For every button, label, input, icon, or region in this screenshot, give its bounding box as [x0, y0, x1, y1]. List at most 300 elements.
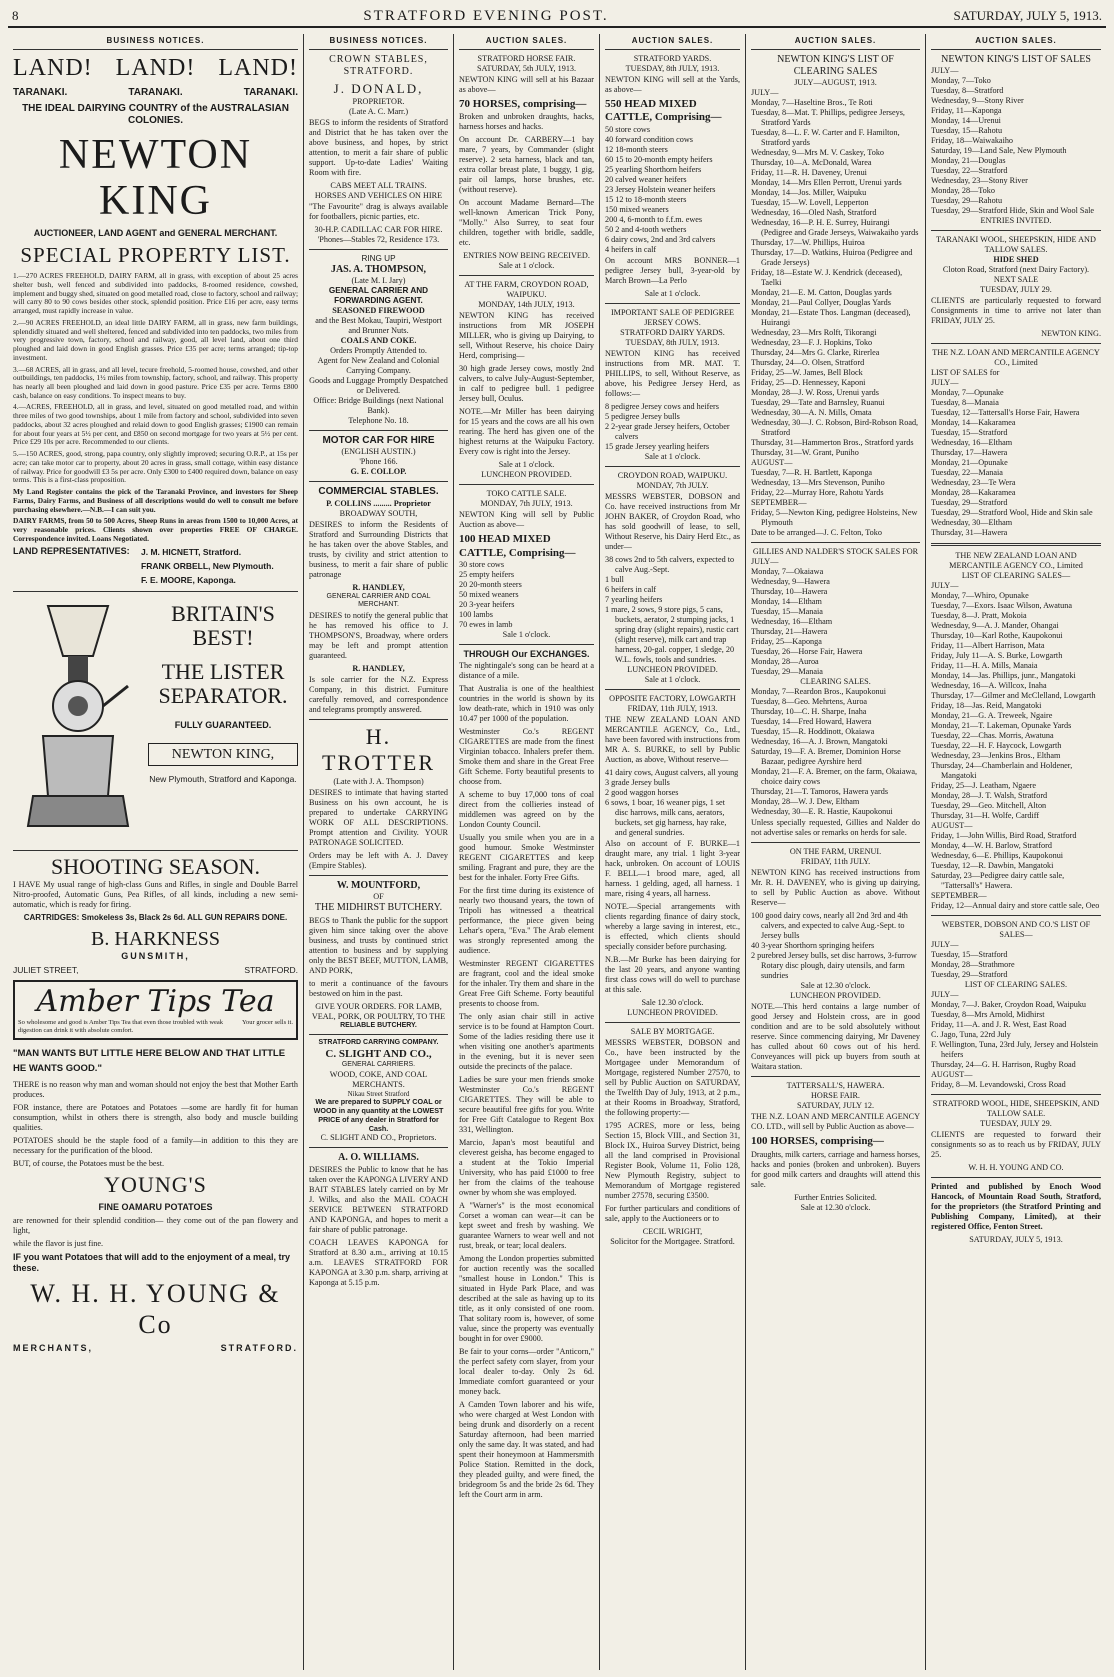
sale-date: FRIDAY, 11th JULY. — [800, 857, 871, 867]
list-item: Saturday, 19—F. A. Bremer, Dominion Horse Bazaar, pedigree Ayrshire herd — [751, 747, 901, 767]
daveney-list — [751, 911, 920, 981]
list-item: Tuesday, 29—Stratford — [931, 969, 1008, 979]
list-item: Wednesday, 16—A. Willcox, Inaha — [931, 680, 1047, 690]
thompson-late: (Late M. I. Jary) — [351, 276, 406, 286]
exchange-paragraph: Ladies be sure your men friends smoke Westminster Co.'s REGENT CIGARETTES. They will be able to secure beautiful free gifts for you. Write for Free Gift Catalogue to Regent Box 331, Wellington. — [459, 1074, 594, 1134]
exchange-paragraph: Westminster REGENT CIGARETTES are fragrant, cool and the ideal smoke for the inhaler. Try them and share in the Great Free Gift Scheme. Forty beautiful presents to choose from. — [459, 958, 594, 1008]
coals-coke: COALS AND COKE. — [340, 336, 417, 346]
list-item: 2 good waggon horses — [605, 787, 679, 797]
stratford-label: STRATFORD. — [220, 1343, 298, 1354]
trotter-late: (Late with J. A. Thompson) — [333, 777, 424, 787]
exchange-paragraph: Marcio, Japan's most beautiful and cleverest geisha, has become engaged to a student at the Tokio Imperial University, who has paid £1000 to free her from the claims of the teahouse owner by whom she was employed. — [459, 1137, 594, 1197]
list-item: Tuesday, 7—Exors. Isaac Wilson, Awatuna — [931, 600, 1072, 610]
important-sale: IMPORTANT SALE OF PEDIGREE JERSEY COWS. — [610, 307, 735, 327]
clients-note: CLIENTS are particularly requested to forward Consignments in time to arrive not later than FRIDAY, JULY 25. — [931, 295, 1101, 325]
horse-fair-heading: STRATFORD HORSE FAIR. — [477, 53, 576, 63]
agent-line: Agent for New Zealand and Colonial Carrying Company. — [317, 356, 440, 376]
list-item: Thursday, 21—Hawera — [751, 627, 828, 637]
list-item: Wednesday, 16—Eltham — [931, 437, 1013, 447]
property-item: 2.—90 ACRES FREEHOLD, an ideal little DAIRY FARM, all in grass, new farm buildings, splendidly situated and well sheltered, fenced and subdivided into ten paddocks, two miles from very progressive town, factory, school and railway, good, all level land, about one third ploughed and laid down in good English grasses. Price £35 per acre; terms arranged; tip-top investment. — [13, 317, 298, 362]
list-item: 2 2-year grade Jersey heifers, October calvers — [605, 421, 730, 441]
month-label: AUGUST— — [751, 458, 793, 468]
trotter-orders: Orders may be left with A. J. Davey (Empire Stables). — [309, 851, 448, 871]
shooting-season-title: SHOOTING SEASON. — [50, 854, 260, 880]
list-item: Friday, 11—H. A. Mills, Manaia — [931, 660, 1038, 670]
newton-king-locations: New Plymouth, Stratford and Kaponga. — [149, 774, 297, 785]
list-item: Tuesday, 7—R. H. Bartlett, Kaponga — [751, 468, 873, 478]
reliable-butchery: RELIABLE BUTCHERY. — [340, 1021, 417, 1029]
list-item: Tuesday, 8—L. F. W. Carter and F. Hamilton, Stratford yards — [751, 128, 900, 148]
newton-king-subtitle: AUCTIONEER, LAND AGENT and GENERAL MERCHANT. — [33, 227, 278, 238]
ideal-dairying-heading: THE IDEAL DAIRYING COUNTRY of the AUSTRALASIAN COLONIES. — [22, 103, 289, 127]
land-word: LAND! — [115, 54, 196, 81]
list-item: F. Wellington, Tuna, 23rd July, Jersey and Holstein heifers — [931, 1039, 1098, 1059]
list-item: 23 Jersey Holstein weaner heifers — [605, 184, 716, 194]
wd-clearing-list — [931, 1000, 1101, 1070]
list-item: 150 mixed weaners — [605, 204, 669, 214]
list-item: 50 mixed weaners — [459, 589, 519, 599]
september-list — [751, 508, 920, 538]
newspaper-title: STRATFORD EVENING POST. — [363, 7, 609, 24]
cloton-road: Cloton Road, Stratford (next Dairy Factory). — [942, 264, 1090, 274]
list-item: Thursday, 24—Chamberlain and Holdener, Mangatoki — [931, 760, 1073, 780]
next-sale: NEXT SALE — [993, 274, 1039, 284]
list-item: Tuesday, 22—Stratford — [931, 165, 1008, 175]
nzl-september-list — [931, 901, 1101, 911]
list-item: Tuesday, 15—R. Hoddinott, Okaiawa — [751, 727, 875, 737]
column-auction-sales-4 — [926, 34, 1106, 1670]
list-item: Wednesday, 16—Eltham — [751, 617, 833, 627]
list-item: 60 15 to 20-month empty heifers — [605, 154, 713, 164]
list-item: Wednesday, 30—J. C. Robson, Bird-Robson Road, Stratford — [751, 418, 919, 438]
list-item: Wednesday, 23—Mrs Rolft, Tikorangi — [751, 328, 877, 338]
best-mokau: and the Best Mokau, Taupiri, Westport and Brunner Nuts. — [315, 316, 442, 336]
list-item: Friday, 5—Newton King, pedigree Holsteins, New Plymouth — [751, 508, 918, 528]
proprietor-label: PROPRIETOR. — [352, 96, 405, 106]
mortgage-text: 1795 ACRES, more or less, being Section 15, Block VIII., and Section 31, Block IX., Huiroa Survey District, being all the land comprised in Provisional Register Book, Volume 11, Folio 128, New Plymouth Registry, subject to Memorandum of Mortgage registered number 27578, securing £3500. — [605, 1120, 740, 1200]
luncheon-provided: LUNCHEON PROVIDED. — [790, 991, 881, 1001]
list-item: Wednesday, 6—E. Phillips, Kaupokonui — [931, 850, 1064, 860]
list-item: 20 calved weaner heifers — [605, 174, 687, 184]
clearing-sales-heading: NEWTON KING'S LIST OF CLEARING SALES — [777, 53, 894, 77]
list-item: Friday, 22—Murray Hore, Rahotu Yards — [751, 488, 884, 498]
gunsmith-label: GUNSMITH, — [121, 951, 190, 962]
list-item: Tuesday, 12—R. Dawbin, Mangatoki — [931, 860, 1054, 870]
orders-line: Orders Promptly Attended to. — [330, 346, 427, 356]
exchange-paragraph: Among the London properties submitted for auction recently was the socalled "smallest house in London." This is situated in Hyde Park Place, and was described at the sale as having up to its title, as it only consisted of one room. That solitary room is, however, of some value, since the property was eventually bought in for over £9000. — [459, 1253, 594, 1343]
ring-up: RING UP — [361, 253, 396, 263]
list-item: 25 empty heifers — [459, 569, 515, 579]
gillies-nalder-heading: GILLIES AND NALDER'S STOCK SALES FOR — [752, 547, 919, 557]
miller-instructions: NEWTON KING has received instructions from MR JOSEPH MILLER, who is giving up Dairying, to sell, Without Reserve, his choice Dairy Herd, comprising— — [459, 311, 594, 361]
toko-cattle-sale: TOKO CATTLE SALE. — [486, 489, 567, 499]
list-item: Monday, 28—Strathmore — [931, 959, 1015, 969]
mountford-text: BEGS to Thank the public for the support given him since taking over the above business, and trusts by continued strict attention to business and by supplying only the BEST BEEF, MUTTON, LAMB, AND PORK, — [309, 915, 448, 975]
slight-name: C. SLIGHT AND CO., — [325, 1047, 432, 1060]
list-item: Friday, 11—Albert Harrison, Mata — [931, 640, 1045, 650]
list-item: Wednesday, 9—Hawera — [751, 577, 830, 587]
list-item: Thursday, 10—C. H. Sharpe, Inaha — [751, 707, 867, 717]
whh-young-signature: W. H. H. YOUNG AND CO. — [968, 1162, 1064, 1172]
issue-date: SATURDAY, JULY 5, 1913. — [953, 8, 1102, 23]
list-item: Tuesday, 8—Mat. T. Phillips, pedigree Jerseys, Stratford Yards — [751, 108, 905, 128]
list-item: Thursday, 24—G. H. Harrison, Rugby Road — [931, 1059, 1076, 1069]
taranaki-word: TARANAKI. — [128, 87, 183, 99]
list-item: Monday, 28—J. W. Ross, Urenui yards — [751, 388, 879, 398]
entries-invited: ENTRIES INVITED. — [980, 215, 1052, 225]
column-heading: AUCTION SALES. — [459, 34, 594, 50]
list-item: Tuesday, 22—Chas. Morris, Awatuna — [931, 730, 1054, 740]
list-item: Wednesday, 9—A. J. Mander, Ohangai — [931, 620, 1059, 630]
list-item: Wednesday, 23—Te Wera — [931, 477, 1016, 487]
handley-text: DESIRES to notify the general public that he has removed his office to J. THOMPSON'S, Broadway, where orders may be left and prompt attention guaranteed. — [309, 610, 448, 660]
representatives-label: LAND REPRESENTATIVES: — [13, 546, 130, 557]
miller-note: NOTE.—Mr Miller has been dairying for 15 years and the cows are all his own rearing. The herd has given one of the highest returns at the Waipuku Factory. Every cow is right into the Jersey. — [459, 407, 594, 457]
hundred-cattle: 100 HEAD MIXED CATTLE, Comprising— — [459, 533, 576, 559]
list-item: Thursday, 17—D. Watkins, Huiroa (Pedigree and Grade Jerseys) — [751, 248, 913, 268]
coach-times: COACH LEAVES KAPONGA for Stratford at 8.30 a.m., arriving at 10.15 a.m. LEAVES STRATFORD FOR KAPONGA at 3.30 p.m. sharp, arriving at Kaponga at 5.15 p.m. — [309, 1238, 448, 1288]
general-carriers: GENERAL CARRIERS. — [341, 1061, 416, 1069]
exchange-paragraph: That Australia is one of the healthiest countries in the world is shown by its low death-rate, which in 1910 was only 10.47 per 1000 of the population. — [459, 683, 594, 723]
printed-imprint: Printed and published by Enoch Wood Hancock, of Mountain Road South, Stratford, for the proprietors (the Stratford Printing and Publishing Company, Limited), at their registered Office, Fenton Street. — [931, 1181, 1101, 1231]
list-item: 41 dairy cows, August calvers, all young — [605, 767, 739, 777]
wright-name: CECIL WRIGHT, — [642, 1226, 703, 1236]
exchange-paragraph: Usually you smile when you are in a good humour. Smoke Westminster REGENT CIGARETTES and keep smiling. Fragrant and pure, they are the best for the inhaler. Forty Free Gifts. — [459, 832, 594, 882]
list-item: Wednesday, 23—Jenkins Bros., Eltham — [931, 750, 1061, 760]
list-item: Monday, 7—J. Baker, Croydon Road, Waipuku — [931, 999, 1087, 1009]
list-item: Monday, 7—Opunake — [931, 387, 1004, 397]
list-item: 2 purebred Jersey bulls, set disc harrows, 3-furrow Rotary disc plough, dairy utensils, and farm sundries — [751, 951, 917, 981]
potato-paragraph: are renowned for their splendid condition— they come out of the pan flowery and light, — [13, 1215, 298, 1235]
list-item: C. Jago, Tuna, 22rd July — [931, 1029, 1011, 1039]
month-label: SEPTEMBER— — [931, 890, 987, 900]
list-item: 100 lambs — [459, 609, 493, 619]
month-label: JULY— — [751, 88, 779, 98]
nk-signature: NEWTON KING. — [1041, 328, 1101, 338]
hide-shed: HIDE SHED — [993, 254, 1039, 264]
taranaki-row — [13, 87, 298, 99]
nb-text: N.B.—Mr Burke has been dairying for the last 20 years, and anyone wanting first class cows will do well to purchase at this sale. — [605, 954, 740, 994]
further-entries: Further Entries Solicited. — [794, 1192, 877, 1202]
sale-time: Sale at 1 o'clock. — [498, 261, 555, 271]
nzl-sales-list — [931, 388, 1101, 538]
clients-note: CLIENTS are requested to forward their consignments so as to reach us by FRIDAY, JULY 25. — [931, 1129, 1101, 1159]
croydon-farm: AT THE FARM, CROYDON ROAD, WAIPUKU. — [464, 280, 589, 300]
list-item: Tuesday, 15—W. Lovell, Lepperton — [751, 198, 869, 208]
bernard-account: On account Madame Bernard—The well-known American Trick Pony, "Molly." Also Surrey, to seat four children, together with bridle, saddle, etc. — [459, 198, 594, 248]
list-item: Monday, 7—Haseltine Bros., Te Roti — [751, 98, 873, 108]
dairy-farms-note: DAIRY FARMS, from 50 to 500 Acres, Sheep Runs in areas from 1500 to 10,000 Acres, at very reasonable prices. Clients shown over properties FREE OF CHARGE. Correspondence invited. Loans Negotiated. — [13, 516, 298, 543]
list-item: Tuesday, 8—Mrs Arnold, Midhirst — [931, 1009, 1045, 1019]
list-item: Monday, 7—Toko — [931, 75, 991, 85]
list-item: Monday, 21—Paul Collyer, Douglas Yards — [751, 298, 891, 308]
mortgage-text: MESSRS WEBSTER, DOBSON and Co., have been instructed by the Mortgagee under Memorandum of Mortgage, registered Number 27570, to sell by Public Auction on SATURDAY, the Twelfth Day of July, 1913, at 2 p.m., at their Rooms in Broadway, Stratford, the following property:— — [605, 1037, 740, 1117]
property-list — [13, 272, 298, 543]
list-item: 15 grade Jersey yearling heifers — [605, 441, 710, 451]
masthead — [8, 6, 1106, 28]
collins-name: P. COLLINS ......... Proprietor — [326, 498, 431, 508]
midhirst-butchery: THE MIDHIRST BUTCHERY. — [314, 902, 443, 914]
newton-king-intro: NEWTON King will sell by Public Auction as above— — [459, 510, 594, 530]
month-label: SEPTEMBER— — [751, 498, 807, 508]
sale-time: Sale at 1 o'clock. — [644, 674, 701, 684]
merchants-label: MERCHANTS, — [13, 1343, 93, 1354]
sale-date: TUESDAY, 8th JULY, 1913. — [625, 337, 720, 347]
stratford-label: STRATFORD. — [244, 965, 298, 976]
sale-time: Sale at 1 o'clock. — [498, 460, 555, 470]
list-item: Friday, July 11—A. S. Burke, Lowgarth — [931, 650, 1063, 660]
baker-list — [605, 555, 740, 665]
carbery-account: On account Dr. CARBERY—1 bay mare, 7 years, by Commander (slight reserve). 2 seta harness, black and tan, extra collar breast plate, 1 buggy, 1 gig, pair oil lamps, horse brushes, etc. (without reserve). — [459, 135, 594, 195]
list-item: Monday, 7—Okaiawa — [751, 567, 824, 577]
give-orders: GIVE YOUR ORDERS. FOR LAMB, VEAL, PORK, OR POULTRY, TO THE — [311, 1001, 446, 1021]
list-item: 200 4, 6-month to f.f.m. ewes — [605, 214, 703, 224]
list-item: Tuesday, 8—Manaia — [931, 397, 999, 407]
list-item: 38 cows 2nd to 5th calvers, expected to calve Aug.-Sept. — [605, 554, 735, 574]
property-item: 5.—150 ACRES, good, strong, papa country, only slightly improved; securing O.R.P., at 15s per acre; can take motor car to property, about 20 acres in grass, small cottage, within easy distance of railway. Price for goodwill £3 5s per acre. Only £300 to £400 required down, balance on easy terms. This is a first-class proposition. — [13, 449, 298, 485]
list-item: 5 pedigree Jersey bulls — [605, 411, 680, 421]
favourite-text: "The Favourite" drag is always available for footballers, picnic parties, etc. — [309, 201, 448, 221]
gillies-clearing-list — [751, 687, 920, 817]
list-item: Thursday, 31—H. Wolfe, Cardiff — [931, 810, 1040, 820]
month-label: AUGUST— — [931, 1069, 973, 1079]
stratford-carrying: STRATFORD CARRYING COMPANY. — [318, 1039, 439, 1047]
tattersalls-hawera: TATTERSALL'S, HAWERA. — [786, 1081, 885, 1091]
list-item: Saturday, 19—Land Sale, New Plymouth — [931, 145, 1067, 155]
amber-tips-footer — [18, 1019, 293, 1035]
draughts-text: Draughts, milk carters, carriage and harness horses, hacks and ponies (broken and unbroken). Buyers for good milk carters and draughts will attend this sale. — [751, 1149, 920, 1189]
list-item: Friday, 25—Kaponga — [751, 637, 822, 647]
list-item: Monday, 14—Eltham — [751, 597, 822, 607]
representative: F. E. MOORE, Kaponga. — [141, 574, 236, 585]
list-item: Friday, 11—A. and J. R. West, East Road — [931, 1019, 1067, 1029]
list-item: Tuesday, 8—Geo. Mehrtens, Auroa — [751, 697, 868, 707]
luncheon-provided: LUNCHEON PROVIDED. — [627, 1007, 718, 1017]
list-item: Monday, 21—T. Lakeman, Opunake Yards — [931, 720, 1072, 730]
nk-sales-list — [931, 76, 1101, 216]
harkness-name: B. HARKNESS — [91, 927, 220, 950]
collop-name: G. E. COLLOP. — [350, 467, 407, 477]
list-item: Tuesday, 15—Stratford — [931, 949, 1008, 959]
exchange-paragraph: Be fair to your corns—order "Anticorn," the perfect safety corn slayer, from your local dealer to-day. Only 2s 6d. Immediate comfort guaranteed or your money back. — [459, 1346, 594, 1396]
sale-date: MONDAY, 7th JULY, 1913. — [480, 499, 573, 509]
list-item: Thursday, 17—Hawera — [931, 447, 1008, 457]
amber-tips-tea-logo: Amber Tips Tea — [36, 983, 275, 1019]
of-label: OF — [373, 892, 384, 902]
list-item: 40 3-year Shorthorn springing heifers — [751, 941, 875, 951]
seasoned-firewood: SEASONED FIREWOOD — [332, 306, 425, 316]
handley-name: R. HANDLEY, — [352, 663, 405, 673]
fully-guaranteed: FULLY GUARANTEED. — [174, 720, 272, 731]
trotter-text: DESIRES to intimate that having started Business on his own account, he is prepared to undertake CARRYING WORK OF ALL DESCRIPTIONS. Prompt attention and Civility. YOUR PATRONAGE SOLICITED. — [309, 788, 448, 848]
list-item: Monday, 14—Jas. Phillips, junr., Mangatoki — [931, 670, 1076, 680]
sale-time: Sale at 1 o'clock. — [644, 451, 701, 461]
list-item: 1 mare, 2 sows, 9 store pigs, 5 cans, buckets, aerator, 2 stumping jacks, 1 spring dray (slight repairs), rustic cart (slight reserve), milk cart and trap harness, 20-gal. copper, 1 sledge, 20 W.L. fowls, tools and sundries. — [605, 604, 739, 664]
sale-time: Sale 1 o'clock. — [502, 629, 551, 639]
nk-list-of-sales: NEWTON KING'S LIST OF SALES — [941, 53, 1091, 65]
daveney-instructions: NEWTON KING has received instructions from Mr. R. H. DAVENEY, who is giving up dairying, to sell by Public Auction as above. Without Reserve— — [751, 868, 920, 908]
list-item: Tuesday, 8—Stratford — [931, 85, 1004, 95]
exchange-paragraph: A "Warner's" is the most economical Corset a woman can wear—it can be kept sweet and fresh by washing. We guarantee Warners to wear well and not rust, break, or tear; local dealers. — [459, 1200, 594, 1250]
imprint-date: SATURDAY, JULY 5, 1913. — [969, 1234, 1063, 1244]
column-heading: BUSINESS NOTICES. — [309, 34, 448, 50]
donald-name: J. DONALD, — [333, 81, 424, 97]
column-auction-sales-2 — [600, 34, 746, 1670]
exchange-paragraph: Westminster Co.'s REGENT CIGARETTES are made from the finest Virginian tobacco. Inhalers prefer them. Smoke them and share in the Great Free Gift Scheme. Forty beautiful presents to choose from. — [459, 726, 594, 786]
list-item: Thursday, 17—W. Phillips, Huiroa — [751, 238, 865, 248]
sale-date: TUESDAY, JULY 29. — [980, 1118, 1052, 1128]
list-item: Monday, 21—E. M. Catton, Douglas yards — [751, 288, 892, 298]
list-item: Date to be arranged—J. C. Felton, Toko — [751, 528, 882, 538]
list-item: Wednesday, 23—F. J. Hopkins, Toko — [751, 338, 873, 348]
toko-list — [459, 560, 594, 630]
list-item: Friday, 25—D. Hennessey, Kaponi — [751, 378, 866, 388]
dairy-yards: STRATFORD DAIRY YARDS. — [620, 327, 725, 337]
list-item: Thursday, 31—Hammerton Bros., Stratford yards — [751, 438, 914, 448]
column-heading: AUCTION SALES. — [751, 34, 920, 50]
newton-king-intro: NEWTON KING will sell at the Yards, as above— — [605, 74, 740, 94]
column-heading: AUCTION SALES. — [605, 34, 740, 50]
man-wants-heading: "MAN WANTS BUT LITTLE HERE BELOW AND THAT LITTLE HE WANTS GOOD." — [13, 1047, 286, 1074]
list-item: Tuesday, 29—Stratford Hide, Skin and Wool Sale — [931, 205, 1095, 215]
list-item: Wednesday, 16—A. J. Brown, Mangatoki — [751, 737, 888, 747]
britains-best-line: BRITAIN'S — [171, 601, 275, 627]
list-item: Monday, 14—Jos. Miller, Waipuku — [751, 188, 867, 198]
column-heading: AUCTION SALES. — [931, 34, 1101, 50]
crown-stables: CROWN STABLES, STRATFORD. — [329, 53, 428, 77]
list-item: 100 good dairy cows, nearly all 2nd 3rd and 4th calvers, and expected to calve Aug.-Sept. to Jersey bulls — [751, 911, 908, 941]
list-item: Tuesday, 22—H. F. Haycock, Lowgarth — [931, 740, 1062, 750]
list-item: 50 2 and 4-tooth wethers — [605, 224, 687, 234]
crown-stables-text: BEGS to inform the residents of Stratford and District that he has taken over the above business, and hopes, by strict attention, to merit a fair share of public support. Up-to-date Ladies' Waiting Room with fire. — [309, 117, 448, 177]
month-label: JULY— — [931, 377, 959, 387]
list-item: Wednesday, 13—Mrs Stevenson, Puniho — [751, 478, 885, 488]
list-item: Friday, 18—Estate W. J. Kendrick (deceased), Taelki — [751, 268, 903, 288]
sale-date: MONDAY, 14th JULY, 1913. — [478, 300, 575, 310]
amber-tips-grocer: Your grocer sells it. — [242, 1018, 293, 1026]
list-item: Monday, 28—J. T. Walsh, Stratford — [931, 790, 1048, 800]
list-item: Tuesday, 12—Tattersall's Horse Fair, Hawera — [931, 407, 1080, 417]
gunsmith-address — [13, 965, 298, 975]
phillips-instructions: NEWTON KING has received instructions from MR. MAT. T. PHILLIPS, to sell, Without Reserve, as above, his Pedigree Jersey Herd, as follows:— — [605, 348, 740, 398]
list-item: Friday, 25—J. Leatham, Ngaere — [931, 780, 1036, 790]
sale-time: Sale at 12.30 o'clock. — [800, 1202, 871, 1212]
cadillac-line: 30-H.P. CADILLAC CAR FOR HIRE. 'Phones—Stables 72, Residence 173. — [314, 224, 443, 244]
july-august: JULY—AUGUST, 1913. — [794, 78, 877, 88]
list-item: Tuesday, 29—Stratford Wool, Hide and Skin sale — [931, 507, 1093, 517]
gillies-list — [751, 567, 920, 677]
list-item: 25 yearling Shorthorn heifers — [605, 164, 702, 174]
list-item: Tuesday, 29—Manaia — [751, 667, 823, 677]
whh-young-title: W. H. H. YOUNG & Co — [30, 1278, 281, 1340]
late-marr: (Late A. C. Marr.) — [348, 106, 409, 116]
list-item: 12 18-month steers — [605, 144, 668, 154]
handley-sole: Is sole carrier for the N.Z. Express Company, in this district. Furniture carefully removed, and correspondence and telegrams promptly answered. — [309, 674, 448, 714]
list-item: 6 sows, 1 boar, 16 weaner pigs, 1 set disc harrows, milk cans, aerators, buckets, set gig harness, hay rake, and general sundries. — [605, 797, 727, 837]
cattle-list — [605, 125, 740, 255]
britains-best-line: BEST! — [192, 625, 254, 651]
newton-king-title: NEWTON KING — [58, 131, 253, 224]
list-item: Monday, 4—W. H. Barlow, Stratford — [931, 840, 1052, 850]
baker-instructions: MESSRS WEBSTER, DOBSON and Co. have received instructions from Mr JOHN BAKER, of Croydon Road, who has sold goodwill of lease, to sell, Without Reserve, his Dairy Herd Etc., as under— — [605, 491, 740, 551]
slight-proprietors: C. SLIGHT AND CO., Proprietors. — [320, 1133, 437, 1143]
phone-line: 'Phone 166. — [359, 457, 398, 467]
list-item: Thursday, 10—Karl Rothe, Kaupokonui — [931, 630, 1063, 640]
merit-text: to merit a continuance of the favours bestowed on him in the past. — [309, 978, 448, 998]
list-item: Tuesday, 29—Tate and Barnsley, Ruanui — [751, 398, 885, 408]
list-item: 50 store cows — [605, 124, 651, 134]
list-item: Monday, 21—F. A. Bremer, on the farm, Okaiawa, choice dairy cows — [751, 767, 918, 787]
amber-tips-subtext: So wholesome and good is Amber Tips Tea that even those troubled with weak digestion can drink it with absolute comfort. — [18, 1018, 224, 1034]
month-label: JULY— — [931, 989, 959, 999]
english-austin: (ENGLISH AUSTIN.) — [341, 447, 416, 457]
list-item: Tuesday, 29—Geo. Mitchell, Alton — [931, 800, 1047, 810]
list-item: Friday, 12—Annual dairy and store cattle sale, Oeo — [931, 900, 1100, 910]
cabs-line: CABS MEET ALL TRAINS. — [330, 180, 427, 190]
list-item: Wednesday, 9—Stony River — [931, 95, 1024, 105]
trotter-name: H. TROTTER — [322, 723, 435, 776]
list-item: 15 12 to 18-month steers — [605, 194, 687, 204]
list-item: Thursday, 24—Mrs G. Clarke, Rirerlea — [751, 348, 880, 358]
taranaki-word: TARANAKI. — [243, 87, 298, 99]
list-item: Tuesday, 22—Manaia — [931, 467, 1003, 477]
also-account: Also on account of F. BURKE—1 draught mare, any trial. 1 light 3-year hack, unbroken. On account of LOUIS F. BELL—1 brood mare, aged, all harness. 1 gelding, aged, all harness. 1 mare, rising 4 years, all harness. — [605, 838, 740, 898]
commercial-stables: COMMERCIAL STABLES. — [318, 486, 439, 498]
month-label: JULY— — [751, 557, 779, 567]
list-item: Friday, 8—M. Levandowski, Cross Road — [931, 1079, 1066, 1089]
broadway-south: BROADWAY SOUTH, — [339, 508, 418, 518]
wd-sales-list — [931, 950, 1101, 980]
potato-paragraph: POTATOES should be the staple food of a family—in addition to this they are necessary for the purification of the blood. — [13, 1135, 298, 1155]
miller-list: 30 high grade Jersey cows, mostly 2nd calvers, to calve July-August-September, in calf to pedigree bull. 1 pedigree Jersey bull, Oculus. — [459, 364, 594, 404]
list-item: Monday, 14—Kakaramea — [931, 417, 1016, 427]
special-property-list-title: SPECIAL PROPERTY LIST. — [20, 242, 291, 267]
clearing-sales-label: LIST OF CLEARING SALES— — [961, 570, 1071, 580]
list-item: Monday, 21—Estate Thos. Langman (deceased), Huirangi — [751, 308, 911, 328]
luncheon-provided: LUNCHEON PROVIDED. — [481, 470, 572, 480]
column-auction-sales-3 — [746, 34, 926, 1670]
list-item: Monday, 21—G. A. Treweek, Ngaire — [931, 710, 1053, 720]
list-item: Thursday, 31—Hawera — [931, 527, 1008, 537]
sale-time: Sale at 1 o'clock. — [644, 288, 701, 298]
list-item: Wednesday, 30—E. R. Hastie, Kaupokonui — [751, 807, 893, 817]
property-item: 3.—68 ACRES, all in grass, and all level, tecure freehold, 5-roomed house, cowshed, and other outbuildings, ten paddocks, 1½ miles from township, factory, school, and railway. This property has nearly all been ploughed and laid down in good pasture. Price £35 per acre. Terms £800 cash, balance on easy conditions. To inspect means to buy. — [13, 364, 298, 400]
separator-illustration — [13, 596, 133, 836]
newton-king-intro: NEWTON KING will sell at his Bazaar as above— — [459, 74, 594, 94]
exchange-paragraph: A Camden Town laborer and his wife, who were charged at West London with being drunk and disorderly on a recent Saturday afternoon, had been married only the same day. It was stated, and had spent their honeymoon at Hammersmith Police Station. Remitted in the dock, they pleaded guilty, and were fined, the bridegroom 5s and the bride 2s 6d. They left the Court arm in arm. — [459, 1399, 594, 1499]
sale-date: FRIDAY, 11th JULY, 1913. — [627, 703, 718, 713]
list-item: Monday, 14—Urenui — [931, 115, 1001, 125]
daveney-note: NOTE.—This herd contains a large number of good Jersey and Holstein cross, are in good condition and are to be sold absolutely without reserve. Since commencing dairying, Mr Daveney has culled about 60 cows out of his herd. Conveyances will pick up buyers from south at Waitara station. — [751, 1002, 920, 1072]
motor-car-hire: MOTOR CAR FOR HIRE — [322, 435, 435, 447]
exchanges-paragraphs — [459, 661, 594, 1500]
solicitor-label: Solicitor for the Mortgagee. Stratford. — [610, 1236, 735, 1246]
list-item: Friday, 1—John Willis, Bird Road, Stratford — [931, 830, 1077, 840]
thompson-name: JAS. A. THOMPSON, — [330, 263, 427, 275]
list-item: Wednesday, 30—A. N. Mills, Omata — [751, 408, 872, 418]
list-item: 3 grade Jersey bulls — [605, 777, 670, 787]
handley-name: R. HANDLEY, — [352, 582, 405, 592]
list-item: Tuesday, 29—Stratford — [931, 497, 1008, 507]
land-banner — [13, 54, 298, 83]
page-number: 8 — [12, 8, 19, 23]
potato-paragraph: THERE is no reason why man and woman should not enjoy the best that Mother Earth produces. — [13, 1079, 298, 1099]
list-item: 20 20-month steers — [459, 579, 522, 589]
goods-line: Goods and Luggage Promptly Despatched or Delivered. — [309, 376, 448, 396]
land-word: LAND! — [13, 54, 93, 81]
stratford-wool-sale: STRATFORD WOOL, HIDE, SHEEPSKIN, AND TALLOW SALE. — [932, 1098, 1100, 1118]
shooting-season-text: I HAVE My usual range of high-class Guns and Rifles, in single and Double Barrel Nitro-proofed, Automatic Guns, Pea Rifles, of all kinds, including a new semi-automatic, which is ready for firing. — [13, 880, 298, 910]
